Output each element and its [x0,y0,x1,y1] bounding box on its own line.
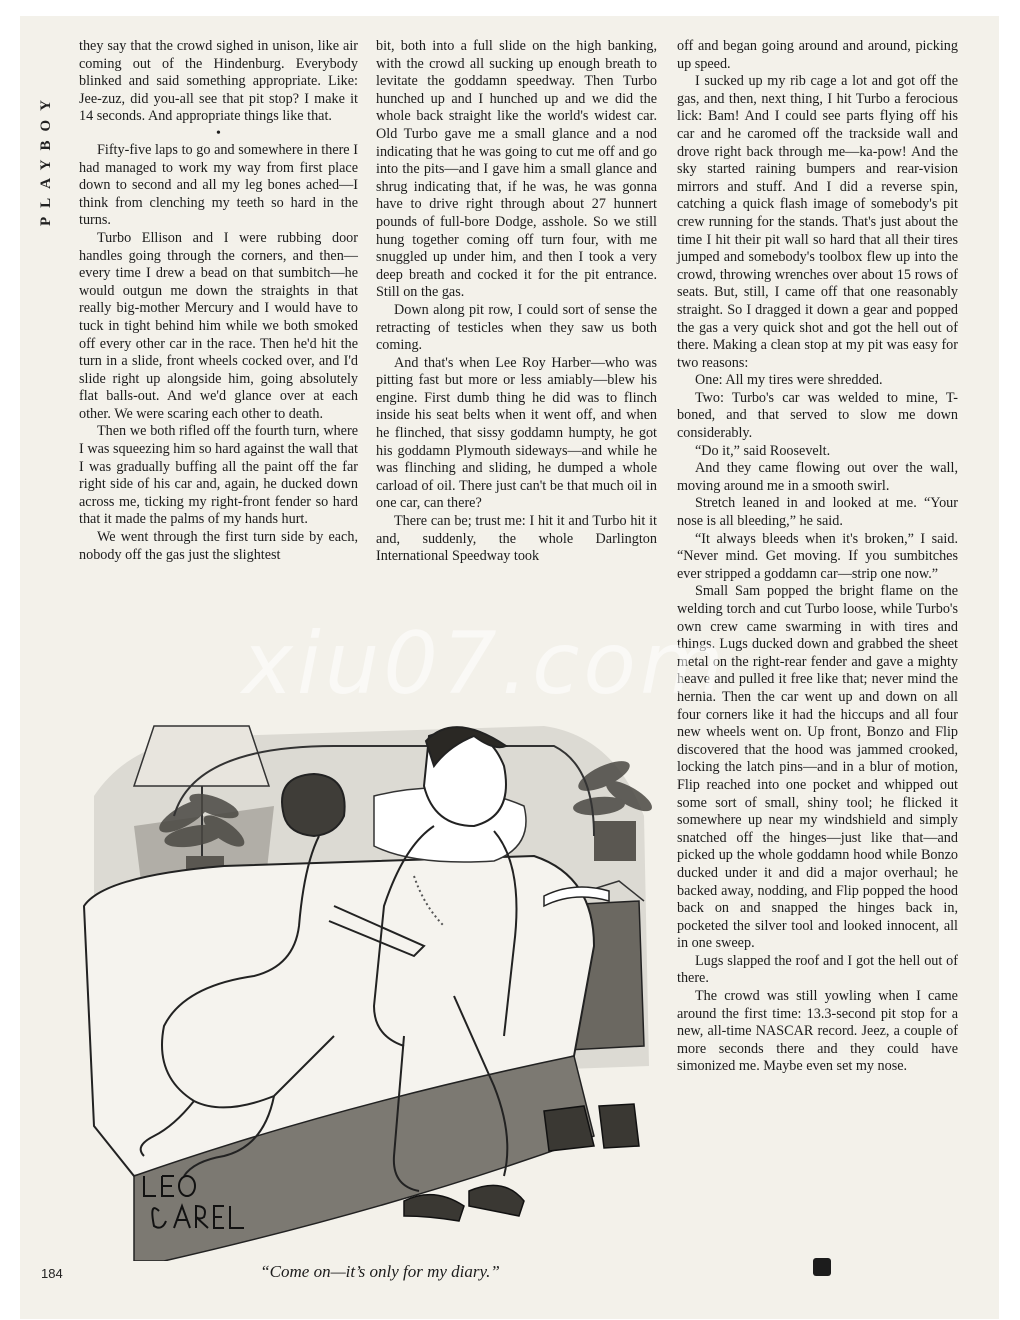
magazine-page [20,16,999,1319]
paragraph: bit, both into a full slide on the high banking, with the crowd all sucking up enough breath to levitate the goddamn speedway. Then Turbo hunched up and I hunched up and we did the whole back straight like the world's widest car. Old Turbo gave me a small glance and a nod indicating that he was going to cut me off and go into the pits—and I gave him a small glance and shrug indicating that, if he was, he was gonna have to drive right through about 27 hunnert pounds of full-bore Dodge, asshole. So we still hung together coming off turn four, with me snuggled up under him, and then I took a very deep breath and cocked it for the pit entrance. Still on the gas. [376,38,657,301]
paragraph: they say that the crowd sighed in unison, like air coming out of the Hindenburg. Everybody blinked and said something appropriate. Like: Jee-zuz, did you-all see that pit stop? I make it 14 seconds. And appropriate things like that. [79,38,358,125]
paragraph: Two: Turbo's car was welded to mine, T-boned, and that served to slow me down considerably. [677,389,958,442]
cartoon-caption: “Come on—it’s only for my diary.” [260,1262,500,1281]
text-column-1 [79,38,358,674]
paragraph: And they came flowing out over the wall, moving around me in a smooth swirl. [677,460,958,494]
paragraph: Small Sam popped the bright flame on the welding torch and cut Turbo loose, while Turbo's own crew came swarming in with tires and things. Lugs ducked down and grabbed the sheet metal on the right-rear fender and gave a mighty heave and pulled it free like that; never mind the hernia. Then the car went up and down on all four corners like it had the hiccups and all four new wheels went on. Up front, Bonzo and Flip discovered that the hood was jammed crooked, locking the latch pins—and in a blur of motion, Flip reached into one pocket and whipped out some sort of small, shiny tool; he flicked it somewhere up near my windshield and simply snatched off the hinges—just like that—and picked up the whole goddamn hood while Bonzo ducked under it and did a major overhaul; he backed away, nodding, and Flip popped the hood back on and snapped the hinges back in, pocketed the silver tool and looked innocent, all in one sweep. [677,583,958,952]
text-column-2 [376,38,657,674]
paragraph: The crowd was still yowling when I came around the first time: 13.3-second pit stop for a new, all-time NASCAR record. Jeez, a couple of more seconds there and they could have simonized me. Maybe even set my nose. [677,988,958,1075]
paragraph: Then we both rifled off the fourth turn, where I was squeezing him so hard against the wall that I was gradually buffing all the paint off the far right side of his car and, again, he ducked down across me, ticking my right-front fender so hard that it made the palms of my hands hurt. [79,423,358,528]
paragraph: off and began going around and around, picking up speed. [677,38,958,72]
paragraph: Stretch leaned in and looked at me. “Your nose is all bleeding,” he said. [677,495,958,530]
paragraph: I sucked up my rib cage a lot and got off the gas, and then, next thing, I hit Turbo a ferocious lick: Bam! And I could see parts flying off his car and he caromed off the trackside wall and drove right back through me—ka-pow! And the sky started raining bumpers and rear-vision mirrors and stuff. And I did a reverse spin, catching a quick flash image of somebody's pit crew running for the stands. That's just about the time I hit their pit wall so hard that all their tires jumped and somebody's toolbox flew up into the crowd, throwing wrenches over about 15 rows of seats. But, still, I came off that one reasonably straight. So I dragged it down a gear and popped the gas a very quick shot and got the hell out of there. Making a clean stop at my pit was easy for two reasons: [677,73,958,371]
paragraph: One: All my tires were shredded. [695,372,883,389]
paragraph: Turbo Ellison and I were rubbing door handles going through the corners, and then—every time I drew a bead on that sumbitch—he would outgun me down the straights in that really big-mother Mercury and I would have to tuck in tight behind him while we both smoked off every other car in the race. Then he'd hit the turn in a slide, front wheels cocked over, and I'd slide right up alongside him, going absolutely flat balls-out. And we'd glance over at each other. We were scaring each other to death. [79,229,358,422]
paragraph: We went through the first turn side by each, nobody off the gas just the slightest [79,529,358,563]
section-separator: • [216,125,221,141]
cartoon-illustration [74,706,654,1261]
paragraph: Down along pit row, I could sort of sense the retracting of testicles when they saw us both coming. [376,301,657,354]
page-number: 184 [41,1266,63,1281]
rabbit-head-end-mark-icon [813,1258,831,1276]
text-column-3 [677,38,958,1278]
magazine-masthead: PLAYBOY [38,91,54,226]
paragraph: And that's when Lee Roy Harber—who was pitting fast but more or less amiably—blew his engine. First dumb thing he did was to flinch inside his seat belts when it went off, and when he flinched, that sissy goddamn humpty, he got his goddamn Plymouth sideways—and while he was flinching and sliding, he dumped a whole carload of oil. There just can't be that much oil in one car, can there? [376,354,657,512]
watermark: xiu07.com [242,614,728,714]
paragraph: “Do it,” said Roosevelt. [695,442,831,459]
paragraph: Lugs slapped the roof and I got the hell out of there. [677,952,958,987]
paragraph: Fifty-five laps to go and somewhere in there I had managed to work my way from first place down to second and all my leg bones ached—I think from clenching my teeth so hard in the turns. [79,141,358,229]
paragraph: “It always bleeds when it's broken,” I said. “Never mind. Get moving. If you sumbitches ever stripped a goddamn car—strip one now.” [677,530,958,582]
paragraph: There can be; trust me: I hit it and Turbo hit it and, suddenly, the whole Darlington International Speedway took [376,513,657,565]
